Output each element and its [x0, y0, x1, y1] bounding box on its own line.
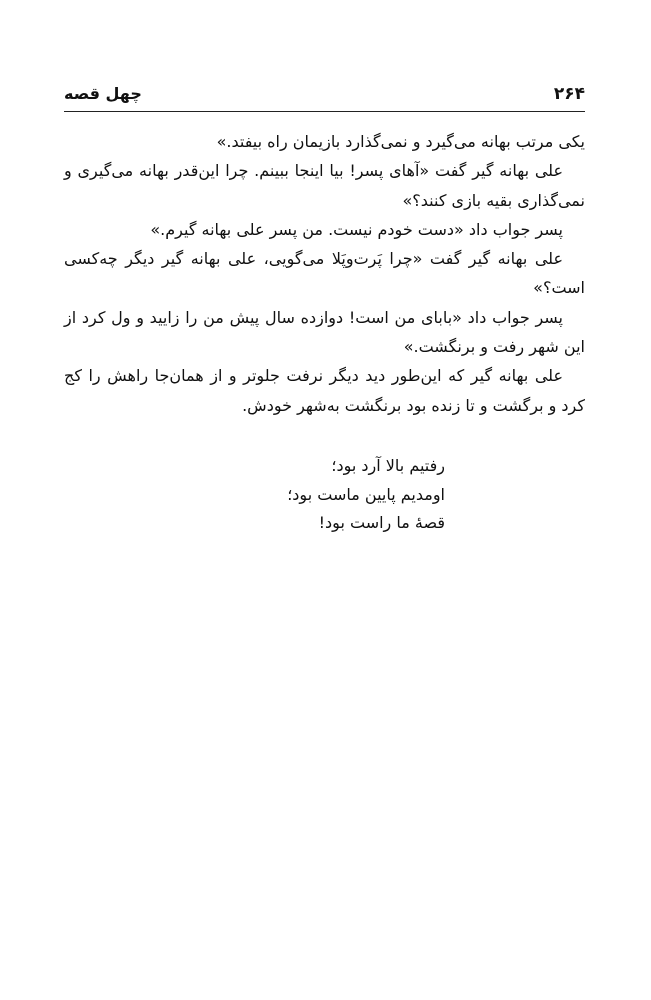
verse-line-3: قصهٔ ما راست بود!: [318, 513, 445, 532]
book-title: چهل قصه: [64, 84, 142, 103]
page-header: [64, 80, 585, 110]
story-text: [64, 127, 585, 420]
paragraph-2: علی بهانه گیر گفت «آهای پسر! بیا اینجا ببینم. چرا این‌قدر بهانه می‌گیری و نمی‌گذاری بقیه بازی کنند؟»: [64, 161, 585, 210]
page-number: ۲۶۴: [553, 84, 585, 104]
verse-line-1: رفتیم بالا آرد بود؛: [331, 456, 445, 475]
paragraph-4: علی بهانه گیر گفت «چرا پَرت‌وپَلا می‌گویی، علی بهانه گیر دیگر چه‌کسی است؟»: [64, 249, 585, 298]
paragraph-3: پسر جواب داد «دست خودم نیست. من پسر علی بهانه گیرم.»: [150, 219, 563, 239]
closing-verse: [64, 452, 585, 538]
paragraph-1: یکی مرتب بهانه می‌گیرد و نمی‌گذارد بازیمان راه بیفتد.»: [216, 132, 585, 151]
header-rule: [64, 111, 585, 112]
paragraph-5: پسر جواب داد «بابای من است! دوازده سال پیش من را زایید و ول کرد از این شهر رفت و برنگشت.»: [64, 307, 585, 357]
verse-line-2: اومدیم پایین ماست بود؛: [287, 484, 445, 504]
paragraph-6: علی بهانه گیر که این‌طور دید دیگر نرفت جلوتر و از همان‌جا راهش را کج کرد و برگشت و تا زنده بود برنگشت به‌شهر خودش.: [64, 366, 585, 415]
